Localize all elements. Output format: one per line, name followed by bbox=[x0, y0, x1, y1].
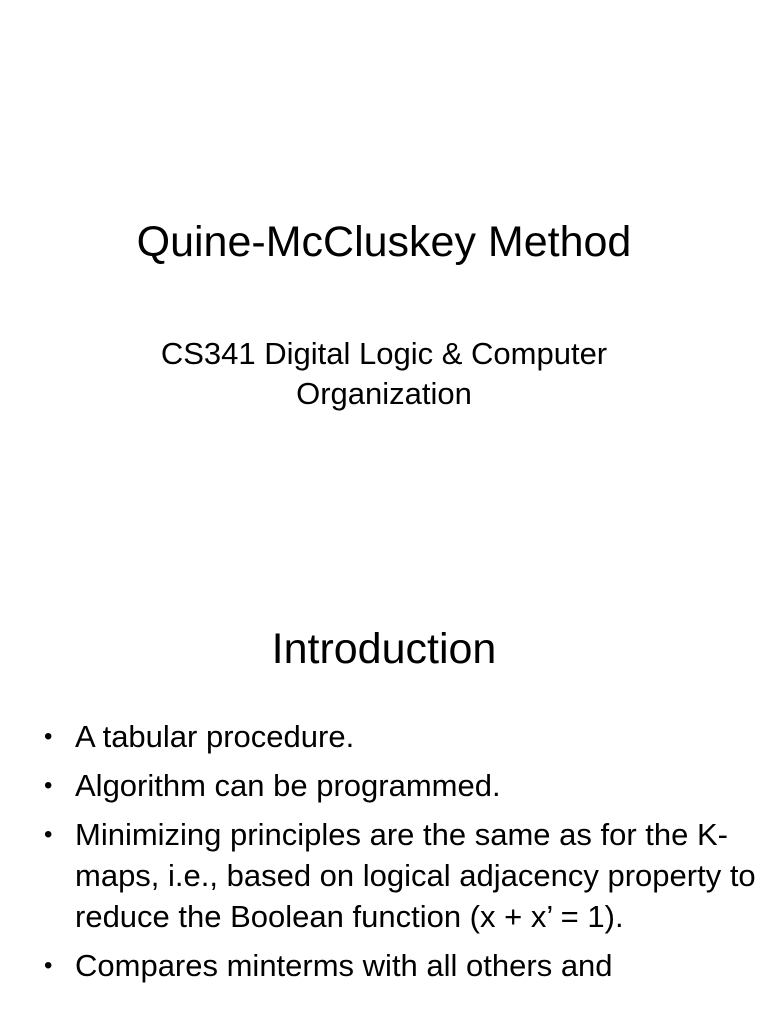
bullet-icon: • bbox=[44, 772, 53, 799]
bullet-item bbox=[44, 765, 759, 806]
bullet-icon: • bbox=[44, 723, 53, 750]
bullet-text: Algorithm can be programmed. bbox=[75, 768, 501, 803]
bullet-icon: • bbox=[44, 821, 53, 848]
bullet-text: A tabular procedure. bbox=[75, 719, 355, 754]
bullet-item bbox=[44, 716, 759, 757]
bullet-list bbox=[44, 716, 759, 994]
bullet-item bbox=[44, 814, 759, 937]
bullet-item bbox=[44, 945, 759, 986]
slide-subtitle: CS341 Digital Logic & Computer Organization bbox=[160, 336, 608, 411]
bullet-text: Compares minterms with all others and bbox=[75, 948, 613, 983]
slide-title: Quine-McCluskey Method bbox=[136, 218, 632, 266]
section-title: Introduction bbox=[271, 625, 497, 673]
bullet-text: Minimizing principles are the same as for the K-maps, i.e., based on logical adjacency property to reduce the Boolean function (x + x’ = 1). bbox=[75, 817, 756, 934]
bullet-icon: • bbox=[44, 952, 53, 979]
